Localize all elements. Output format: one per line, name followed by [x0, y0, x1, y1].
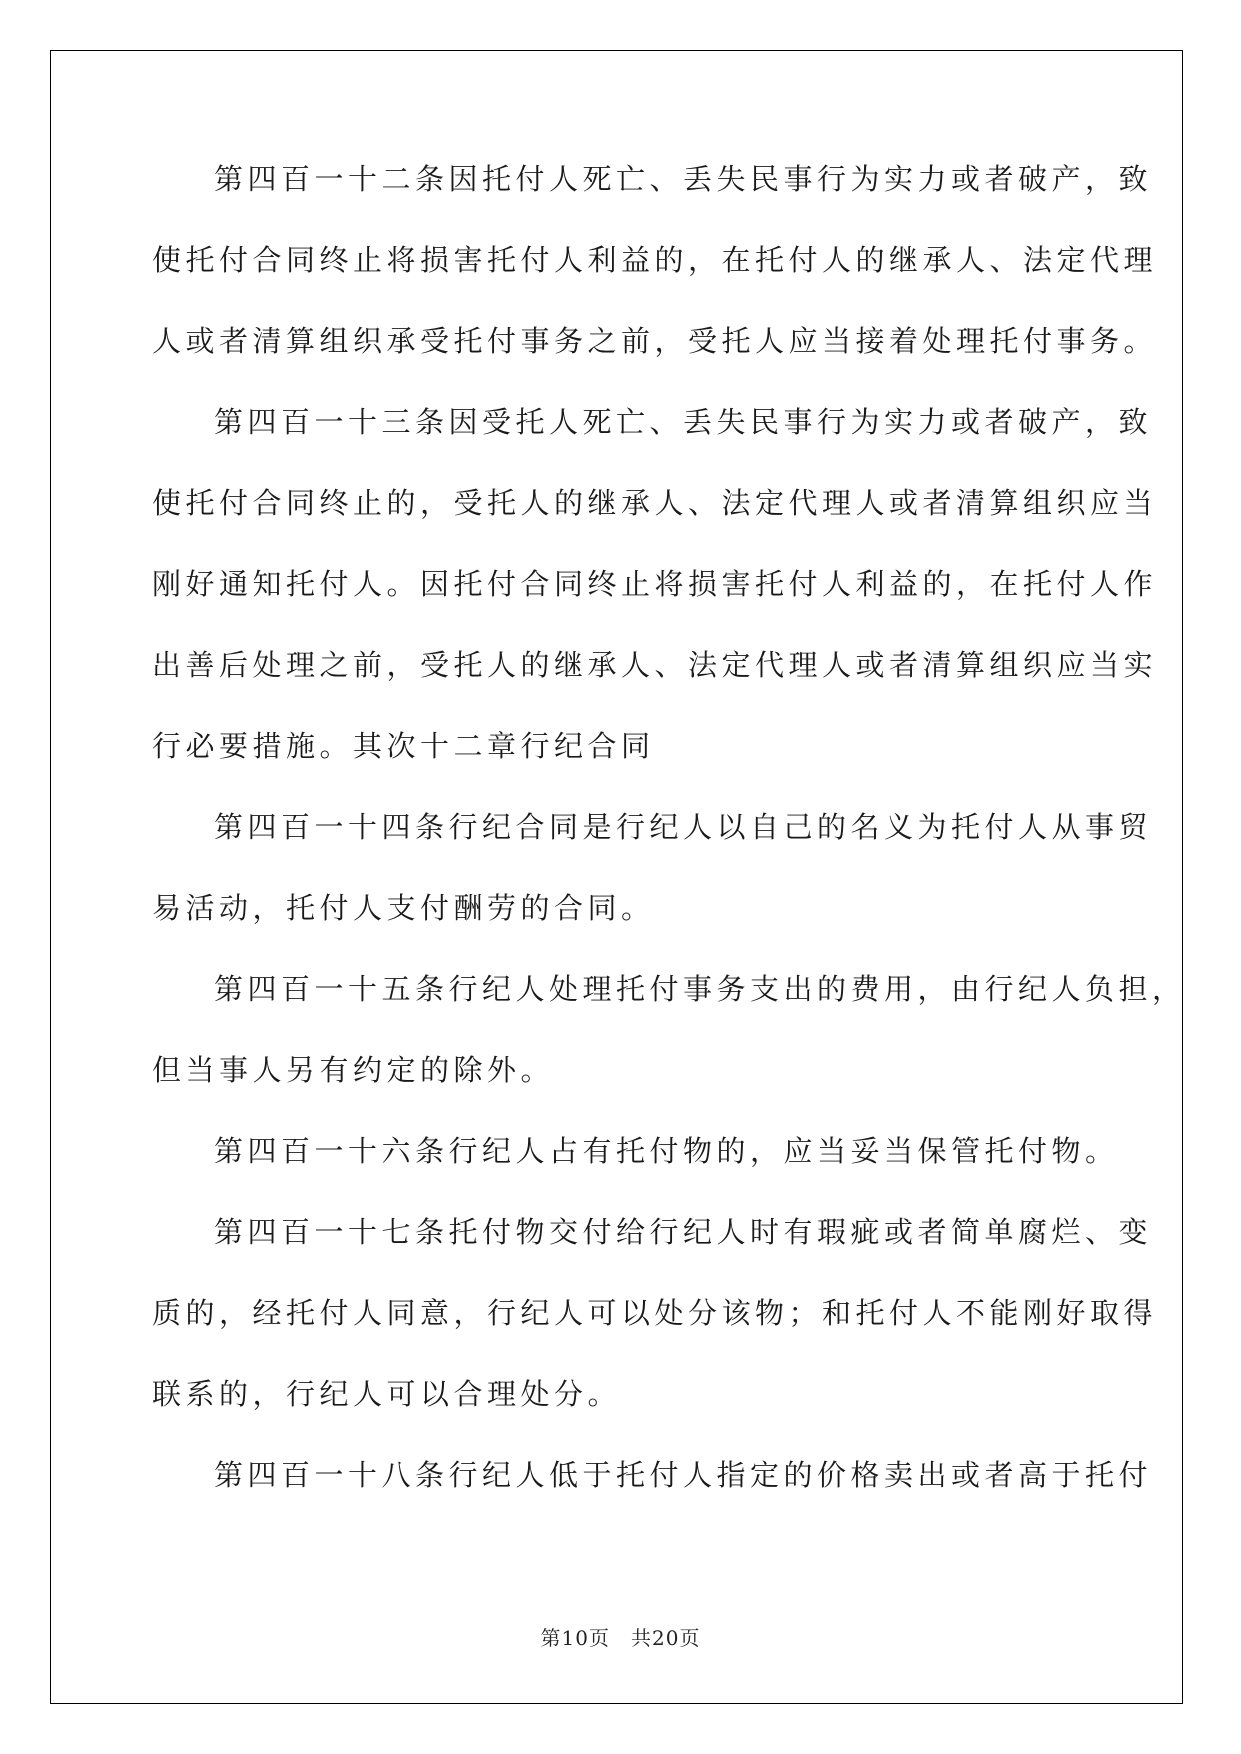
page-number-footer: 第10页 共20页	[540, 1626, 701, 1650]
text-line: 第四百一十四条行纪合同是行纪人以自己的名义为托付人从事贸	[214, 810, 1153, 844]
text-line: 刚好通知托付人。因托付合同终止将损害托付人利益的，在托付人作	[152, 567, 1158, 601]
text-line: 人或者清算组织承受托付事务之前，受托人应当接着处理托付事务。	[152, 324, 1158, 358]
text-line: 使托付合同终止将损害托付人利益的，在托付人的继承人、法定代理	[152, 243, 1158, 277]
text-line: 第四百一十二条因托付人死亡、丢失民事行为实力或者破产，致	[214, 162, 1153, 196]
text-line: 行必要措施。其次十二章行纪合同	[152, 729, 655, 763]
text-line: 第四百一十七条托付物交付给行纪人时有瑕疵或者简单腐烂、变	[214, 1215, 1153, 1249]
text-line: 质的，经托付人同意，行纪人可以处分该物；和托付人不能刚好取得	[152, 1296, 1158, 1330]
text-line: 第四百一十三条因受托人死亡、丢失民事行为实力或者破产，致	[214, 405, 1153, 439]
text-line: 联系的，行纪人可以合理处分。	[152, 1377, 622, 1411]
document-body	[152, 160, 1186, 1537]
text-line: 出善后处理之前，受托人的继承人、法定代理人或者清算组织应当实	[152, 648, 1158, 682]
text-line: 易活动，托付人支付酬劳的合同。	[152, 891, 655, 925]
text-line: 第四百一十五条行纪人处理托付事务支出的费用，由行纪人负担，	[214, 972, 1186, 1006]
text-line: 使托付合同终止的，受托人的继承人、法定代理人或者清算组织应当	[152, 486, 1158, 520]
text-line: 第四百一十八条行纪人低于托付人指定的价格卖出或者高于托付	[214, 1458, 1153, 1492]
text-line: 但当事人另有约定的除外。	[152, 1053, 555, 1087]
text-line: 第四百一十六条行纪人占有托付物的，应当妥当保管托付物。	[214, 1134, 1119, 1168]
